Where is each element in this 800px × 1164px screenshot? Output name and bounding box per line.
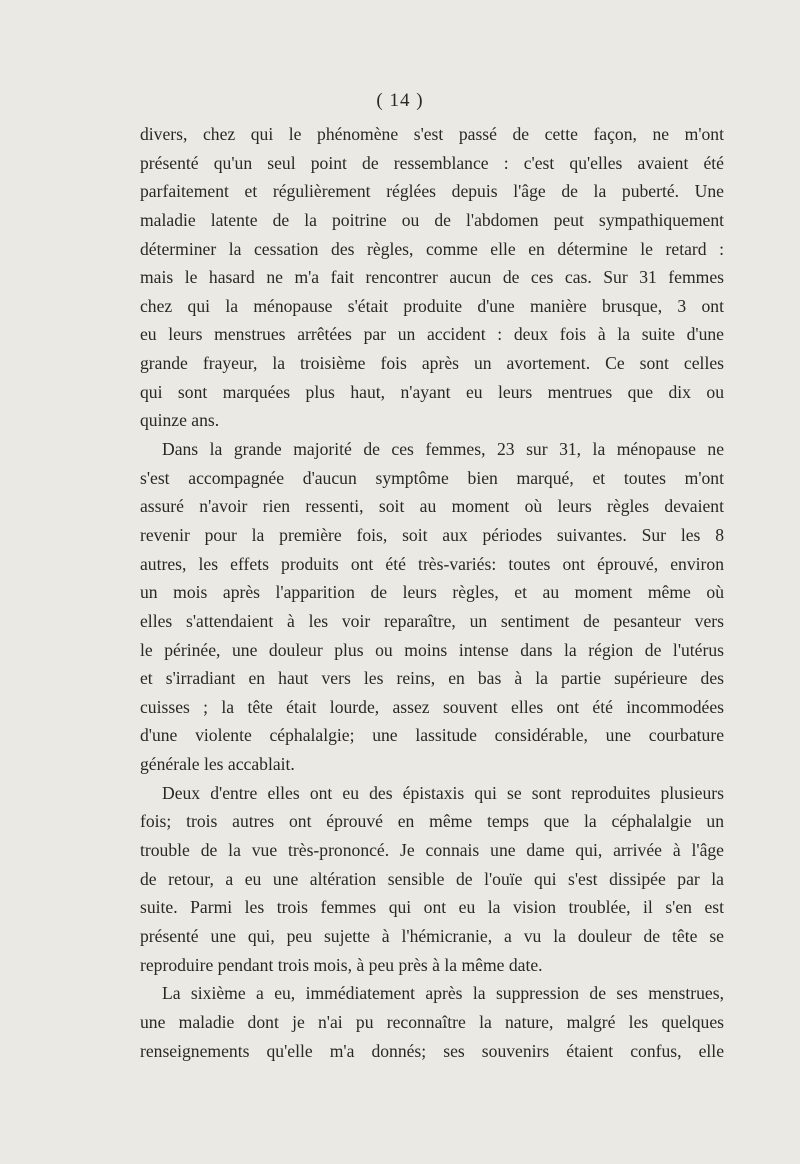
text-line: présenté une qui, peu sujette à l'hémicranie, a vu la douleur de tête se (140, 925, 724, 946)
body-text (140, 120, 724, 1065)
text-line: chez qui la ménopause s'était produite d'une manière brusque, 3 ont (140, 295, 724, 316)
text-line: Deux d'entre elles ont eu des épistaxis qui se sont reproduites plusieurs (162, 782, 724, 803)
text-line: fois; trois autres ont éprouvé en même temps que la céphalalgie un (140, 811, 724, 832)
text-line: assuré n'avoir rien ressenti, soit au moment où leurs règles devaient (140, 496, 724, 517)
text-line: quinze ans. (140, 410, 220, 431)
text-line: s'est accompagnée d'aucun symptôme bien marqué, et toutes m'ont (140, 467, 724, 488)
text-line: divers, chez qui le phénomène s'est passé de cette façon, ne m'ont (140, 124, 724, 144)
text-line: trouble de la vue très-prononcé. Je connais une dame qui, arrivée à l'âge (140, 840, 724, 861)
page-number: ( 14 ) (376, 90, 424, 111)
text-line: une maladie dont je n'ai pu reconnaître la nature, malgré les quelques (140, 1011, 724, 1032)
text-line: et s'irradiant en haut vers les reins, en bas à la partie supérieure des (140, 668, 724, 689)
text-line: elles s'attendaient à les voir reparaître, un sentiment de pesanteur vers (140, 610, 724, 631)
text-line: qui sont marquées plus haut, n'ayant eu leurs mentrues que dix ou (140, 381, 724, 402)
text-line: revenir pour la première fois, soit aux périodes suivantes. Sur les 8 (140, 524, 724, 545)
text-line: Dans la grande majorité de ces femmes, 23 sur 31, la ménopause ne (162, 439, 724, 460)
text-line: de retour, a eu une altération sensible de l'ouïe qui s'est dissipée par la (140, 868, 724, 889)
text-line: eu leurs menstrues arrêtées par un accident : deux fois à la suite d'une (140, 324, 724, 345)
text-line: autres, les effets produits ont été très-variés: toutes ont éprouvé, environ (140, 553, 724, 574)
text-line: déterminer la cessation des règles, comme elle en détermine le retard : (140, 238, 724, 259)
text-line: générale les accablait. (140, 754, 295, 775)
text-line: grande frayeur, la troisième fois après un avortement. Ce sont celles (140, 353, 724, 374)
text-line: d'une violente céphalalgie; une lassitude considérable, une courbature (140, 725, 724, 746)
text-line: parfaitement et régulièrement réglées depuis l'âge de la puberté. Une (140, 181, 724, 202)
text-line: reproduire pendant trois mois, à peu près à la même date. (140, 954, 543, 975)
text-line: maladie latente de la poitrine ou de l'abdomen peut sympathiquement (140, 209, 724, 230)
text-line: renseignements qu'elle m'a donnés; ses souvenirs étaient confus, elle (140, 1040, 724, 1061)
text-line: un mois après l'apparition de leurs règles, et au moment même où (140, 582, 724, 603)
text-line: présenté qu'un seul point de ressemblance : c'est qu'elles avaient été (140, 152, 724, 173)
text-line: le périnée, une douleur plus ou moins intense dans la région de l'utérus (140, 639, 724, 660)
text-line: cuisses ; la tête était lourde, assez souvent elles ont été incommodées (140, 696, 724, 717)
text-line: La sixième a eu, immédiatement après la suppression de ses menstrues, (162, 983, 724, 1004)
text-line: mais le hasard ne m'a fait rencontrer aucun de ces cas. Sur 31 femmes (140, 267, 724, 288)
text-line: suite. Parmi les trois femmes qui ont eu la vision troublée, il s'en est (140, 897, 724, 918)
